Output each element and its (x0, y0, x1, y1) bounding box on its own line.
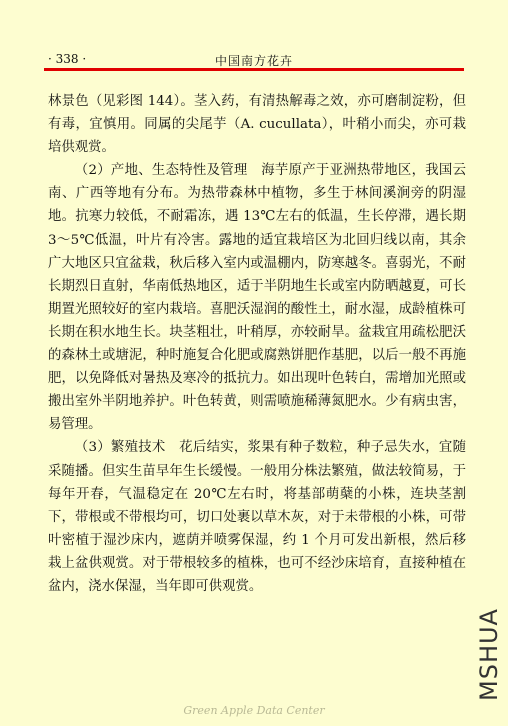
page-header (44, 52, 464, 68)
paragraph: 林景色（见彩图 144）。茎入药，有清热解毒之效，亦可磨制淀粉，但有毒，宜慎用。同属的尖尾芋（A. cucullata），叶稍小而尖，亦可栽培供观赏。 (48, 94, 466, 156)
side-watermark: MSHUA (475, 608, 503, 702)
paragraph: （2）产地、生态特性及管理 海芋原产于亚洲热带地区，我国云南、广西等地有分布。为热带森林中植物，多生于林间溪涧旁的阴湿地。抗寒力较低，不耐霜冻，遇 13℃左右的低温，生长停滞，遇长期 3～5℃低温，叶片有冷害。露地的适宜栽培区为北回归线以南，其余广大地区只宜盆栽，秋后移入室内或温棚内，防寒越冬。喜弱光，不耐长期烈日直射，华南低热地区，适于半阴地生长或室内防晒越夏，可长期置光照较好的室内栽培。喜肥沃湿润的酸性土，耐水湿，成龄植株可长期在积水地生长。块茎粗壮，叶稍厚，亦较耐旱。盆栽宜用疏松肥沃的森林土或塘泥，种时施复合化肥或腐熟饼肥作基肥，以后一般不再施肥，以免降低对暑热及寒冷的抵抗力。如出现叶色转白，需增加光照或搬出室外半阴地养护。叶色转黄，则需喷施稀薄氮肥水。少有病虫害，易管理。 (48, 163, 466, 433)
body-text (48, 90, 466, 598)
footer-watermark: Green Apple Data Center (183, 704, 325, 717)
paragraph: （3）繁殖技术 花后结实，浆果有种子数粒，种子忌失水，宜随采随播。但实生苗早年生长缓慢。一般用分株法繁殖，做法较简易，于每年开春，气温稳定在 20℃左右时，将基部萌蘖的小株，连块茎割下，带根或不带根均可，切口处裹以草木灰，对于未带根的小株，可带叶密植于湿沙床内，遮荫并喷雾保湿，约 1 个月可发出新根，然后移栽上盆供观赏。对于带根较多的植株，也可不经沙床培育，直接种植在盆内，浇水保湿，当年即可供观赏。 (48, 440, 466, 594)
page-number: · 338 · (48, 52, 87, 66)
running-title: 中国南方花卉 (214, 54, 293, 68)
header-rule (44, 68, 464, 71)
